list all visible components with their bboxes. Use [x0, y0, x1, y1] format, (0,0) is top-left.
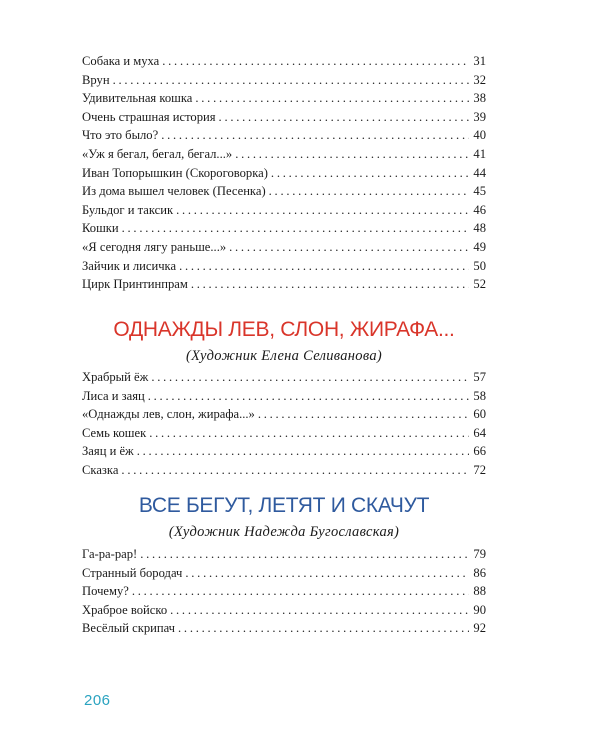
toc-entry[interactable] [82, 219, 486, 238]
page-number: 206 [84, 692, 111, 709]
toc-entry[interactable] [82, 52, 486, 71]
leader-dots [176, 201, 469, 220]
entry-page: 39 [473, 109, 486, 124]
entry-title: Храброе войско [82, 602, 168, 617]
section-title: ОДНАЖДЫ ЛЕВ, СЛОН, ЖИРАФА... [113, 318, 455, 341]
toc-entry[interactable] [82, 164, 486, 183]
entry-title: Удивительная кошка [82, 91, 193, 106]
toc-entry[interactable] [82, 582, 486, 601]
entry-page: 64 [473, 425, 486, 440]
toc-entry[interactable] [82, 424, 486, 443]
entry-page: 92 [473, 621, 486, 636]
entry-title: Сказка [82, 462, 119, 477]
entry-page: 90 [473, 602, 486, 617]
leader-dots [178, 619, 469, 638]
leader-dots [219, 108, 469, 127]
entry-title: «Уж я бегал, бегал, бегал...» [82, 146, 233, 161]
entry-title: Цирк Принтинпрам [82, 277, 188, 292]
toc-list-top [82, 52, 486, 294]
section-subtitle: (Художник Елена Селиванова) [185, 348, 383, 364]
entry-page: 32 [473, 72, 486, 87]
entry-page: 86 [473, 565, 486, 580]
toc-entry[interactable] [82, 461, 486, 480]
entry-title: Странный бородач [82, 565, 183, 580]
entry-title: Иван Топорышкин (Скороговорка) [82, 165, 268, 180]
entry-page: 57 [473, 370, 486, 384]
leader-dots [162, 52, 469, 71]
entry-page: 88 [473, 584, 486, 599]
toc-entry[interactable] [82, 368, 486, 387]
entry-page: 40 [473, 128, 486, 143]
leader-dots [121, 461, 469, 480]
entry-title: Семь кошек [82, 425, 147, 440]
entry-title: Бульдог и таксик [82, 202, 174, 217]
leader-dots [149, 424, 469, 443]
toc-list-section2 [82, 545, 486, 638]
entry-page: 46 [473, 202, 486, 217]
toc-entry[interactable] [82, 275, 486, 294]
entry-page: 52 [473, 277, 486, 292]
entry-page: 48 [473, 221, 486, 236]
leader-dots [271, 164, 469, 183]
entry-title: Из дома вышел человек (Песенка) [82, 184, 266, 199]
leader-dots [137, 442, 469, 461]
entry-title: Врун [82, 72, 110, 87]
section-subtitle: (Художник Надежда Бугославская) [168, 524, 400, 540]
entry-title: Га-ра-рар! [82, 547, 138, 561]
toc-entry[interactable] [82, 387, 486, 406]
leader-dots [185, 564, 469, 583]
entry-title: «Я сегодня лягу раньше...» [82, 239, 227, 254]
entry-page: 49 [473, 239, 486, 254]
leader-dots [235, 145, 469, 164]
toc-entry[interactable] [82, 71, 486, 90]
entry-page: 60 [473, 407, 486, 422]
entry-title: Зайчик и лисичка [82, 258, 177, 273]
entry-page: 50 [473, 258, 486, 273]
entry-title: Кошки [82, 221, 119, 236]
toc-entry[interactable] [82, 257, 486, 276]
toc-entry[interactable] [82, 108, 486, 127]
toc-entry[interactable] [82, 89, 486, 108]
toc-entry[interactable] [82, 564, 486, 583]
toc-entry[interactable] [82, 238, 486, 257]
leader-dots [258, 405, 469, 424]
entry-title: Собака и муха [82, 54, 160, 68]
entry-page: 44 [473, 165, 486, 180]
entry-page: 38 [473, 91, 486, 106]
toc-entry[interactable] [82, 405, 486, 424]
toc-entry[interactable] [82, 545, 486, 564]
leader-dots [191, 275, 469, 294]
entry-page: 72 [473, 462, 486, 477]
leader-dots [113, 71, 469, 90]
entry-title: Весёлый скрипач [82, 621, 176, 636]
entry-title: Очень страшная история [82, 109, 216, 124]
entry-page: 45 [473, 184, 486, 199]
entry-page: 66 [473, 444, 486, 459]
entry-title: «Однажды лев, слон, жирафа...» [82, 407, 255, 422]
toc-entry[interactable] [82, 201, 486, 220]
entry-title: Что это было? [82, 128, 159, 143]
toc-entry[interactable] [82, 442, 486, 461]
toc-list-section1 [82, 368, 486, 480]
section-title: ВСЕ БЕГУТ, ЛЕТЯТ И СКАЧУТ [138, 494, 430, 517]
entry-title: Лиса и заяц [82, 388, 145, 403]
leader-dots [132, 582, 469, 601]
entry-title: Почему? [82, 584, 129, 599]
toc-entry[interactable] [82, 126, 486, 145]
entry-page: 31 [473, 54, 486, 68]
entry-title: Заяц и ёж [82, 444, 134, 459]
leader-dots [170, 601, 469, 620]
leader-dots [148, 387, 469, 406]
leader-dots [229, 238, 469, 257]
leader-dots [140, 545, 469, 564]
leader-dots [195, 89, 469, 108]
toc-entry[interactable] [82, 145, 486, 164]
leader-dots [179, 257, 469, 276]
entry-page: 41 [473, 146, 486, 161]
toc-entry[interactable] [82, 619, 486, 638]
leader-dots [151, 368, 469, 387]
leader-dots [122, 219, 469, 238]
toc-entry[interactable] [82, 182, 486, 201]
entry-title: Храбрый ёж [82, 370, 149, 384]
leader-dots [161, 126, 469, 145]
entry-page: 79 [473, 547, 486, 561]
leader-dots [269, 182, 469, 201]
toc-entry[interactable] [82, 601, 486, 620]
entry-page: 58 [473, 388, 486, 403]
